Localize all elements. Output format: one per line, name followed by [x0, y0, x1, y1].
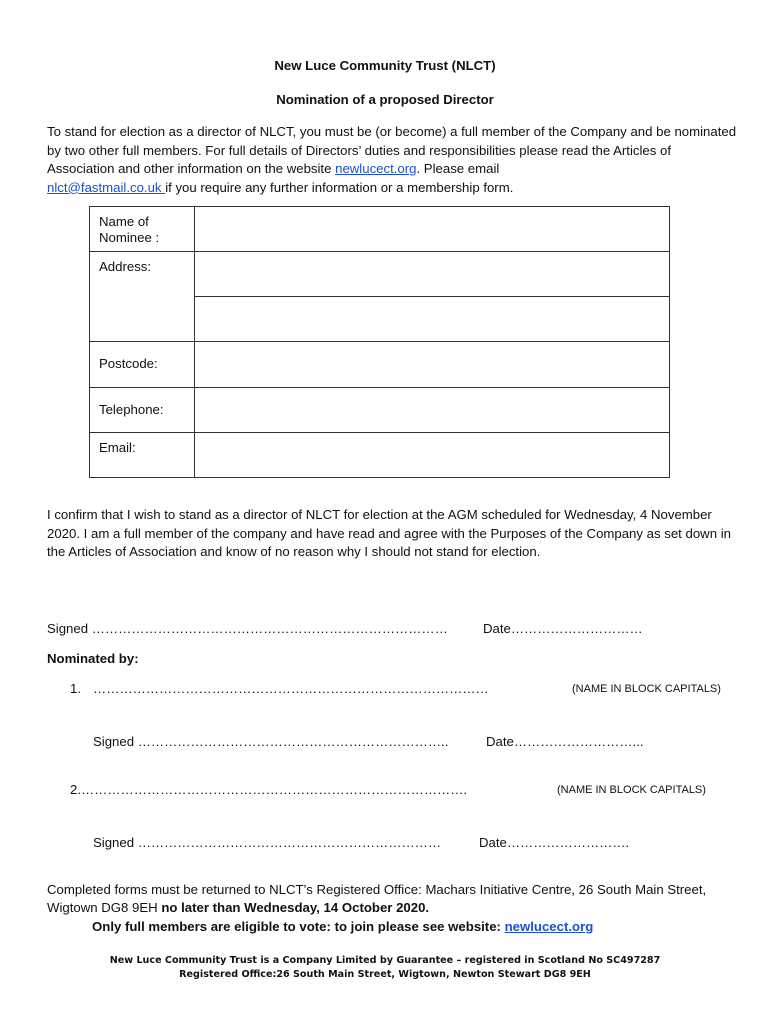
- nominator-1-date-line[interactable]: Date………………………...: [486, 734, 644, 749]
- nominator-2-name-line[interactable]: 2.…………………………………………………………………………….: [70, 782, 468, 797]
- org-title: New Luce Community Trust (NLCT): [274, 58, 496, 73]
- return-text: Completed forms must be returned to NLCT’s Registered Office: Machars Initiative Centre, 26 South Main Street, Wigtown DG8 9EH: [47, 882, 707, 915]
- footer-line-2: Registered Office:26 South Main Street, Wigtown, Newton Stewart DG8 9EH: [179, 969, 591, 980]
- return-instructions: [47, 881, 737, 917]
- form-title: Nomination of a proposed Director: [276, 92, 494, 107]
- nominator-1-caps-note: (NAME IN BLOCK CAPITALS): [572, 683, 721, 695]
- vote-text: Only full members are eligible to vote: to join please see website:: [92, 919, 505, 934]
- nominator-2-caps-note: (NAME IN BLOCK CAPITALS): [557, 784, 706, 796]
- nominator-1-number: 1.: [70, 681, 81, 696]
- nominator-1-name-line[interactable]: ………………………………………………………………………………: [93, 681, 489, 696]
- name-label: Name of Nominee :: [90, 207, 195, 252]
- nominator-2-signed-line[interactable]: Signed ……………………………………………………………: [93, 835, 442, 850]
- address-field-line-1[interactable]: [195, 252, 670, 297]
- email-label: Email:: [90, 432, 195, 477]
- nominator-2-date-line[interactable]: Date……………………….: [479, 835, 630, 850]
- intro-text-2: . Please email: [416, 161, 500, 176]
- footer-line-1: New Luce Community Trust is a Company Limited by Guarantee – registered in Scotland No SC497287: [109, 955, 661, 966]
- nominator-1-signed-line[interactable]: Signed ……………………………………………………………..: [93, 734, 449, 749]
- nominee-details-table: [89, 206, 670, 478]
- intro-text-3: if you require any further information or a membership form.: [165, 179, 514, 195]
- name-field[interactable]: [195, 207, 670, 252]
- postcode-field[interactable]: [195, 342, 670, 387]
- intro-text-1: To stand for election as a director of NLCT, you must be (or become) a full member of the Company and be nominated by two other full members. For full details of Directors’ duties and responsibilities please read the Articles of Association and other information on the website: [47, 124, 737, 176]
- telephone-field[interactable]: [195, 387, 670, 432]
- nominee-date-line[interactable]: Date…………………………: [483, 621, 643, 636]
- intro-paragraph: [47, 123, 737, 197]
- telephone-label: Telephone:: [90, 387, 195, 432]
- email-field[interactable]: [195, 432, 670, 477]
- address-field-line-2[interactable]: [195, 297, 670, 342]
- postcode-label: Postcode:: [90, 342, 195, 387]
- vote-website-link[interactable]: newlucect.org: [504, 919, 594, 934]
- vote-notice: [92, 919, 593, 934]
- email-link[interactable]: nlct@fastmail.co.uk: [47, 179, 166, 195]
- nominee-signed-line[interactable]: Signed ………………………………………………………………………: [47, 621, 448, 636]
- confirmation-paragraph: I confirm that I wish to stand as a director of NLCT for election at the AGM scheduled for Wednesday, 4 November 2020. I am a full member of the company and have read and agree with the Purposes of the Company as set down in the Articles of Association and know of no reason why I should not stand for election.: [47, 507, 731, 559]
- nominated-by-heading: Nominated by:: [47, 651, 139, 666]
- deadline-text: no later than Wednesday, 14 October 2020.: [161, 900, 430, 915]
- website-link[interactable]: newlucect.org: [335, 161, 417, 176]
- address-label: Address:: [90, 252, 195, 342]
